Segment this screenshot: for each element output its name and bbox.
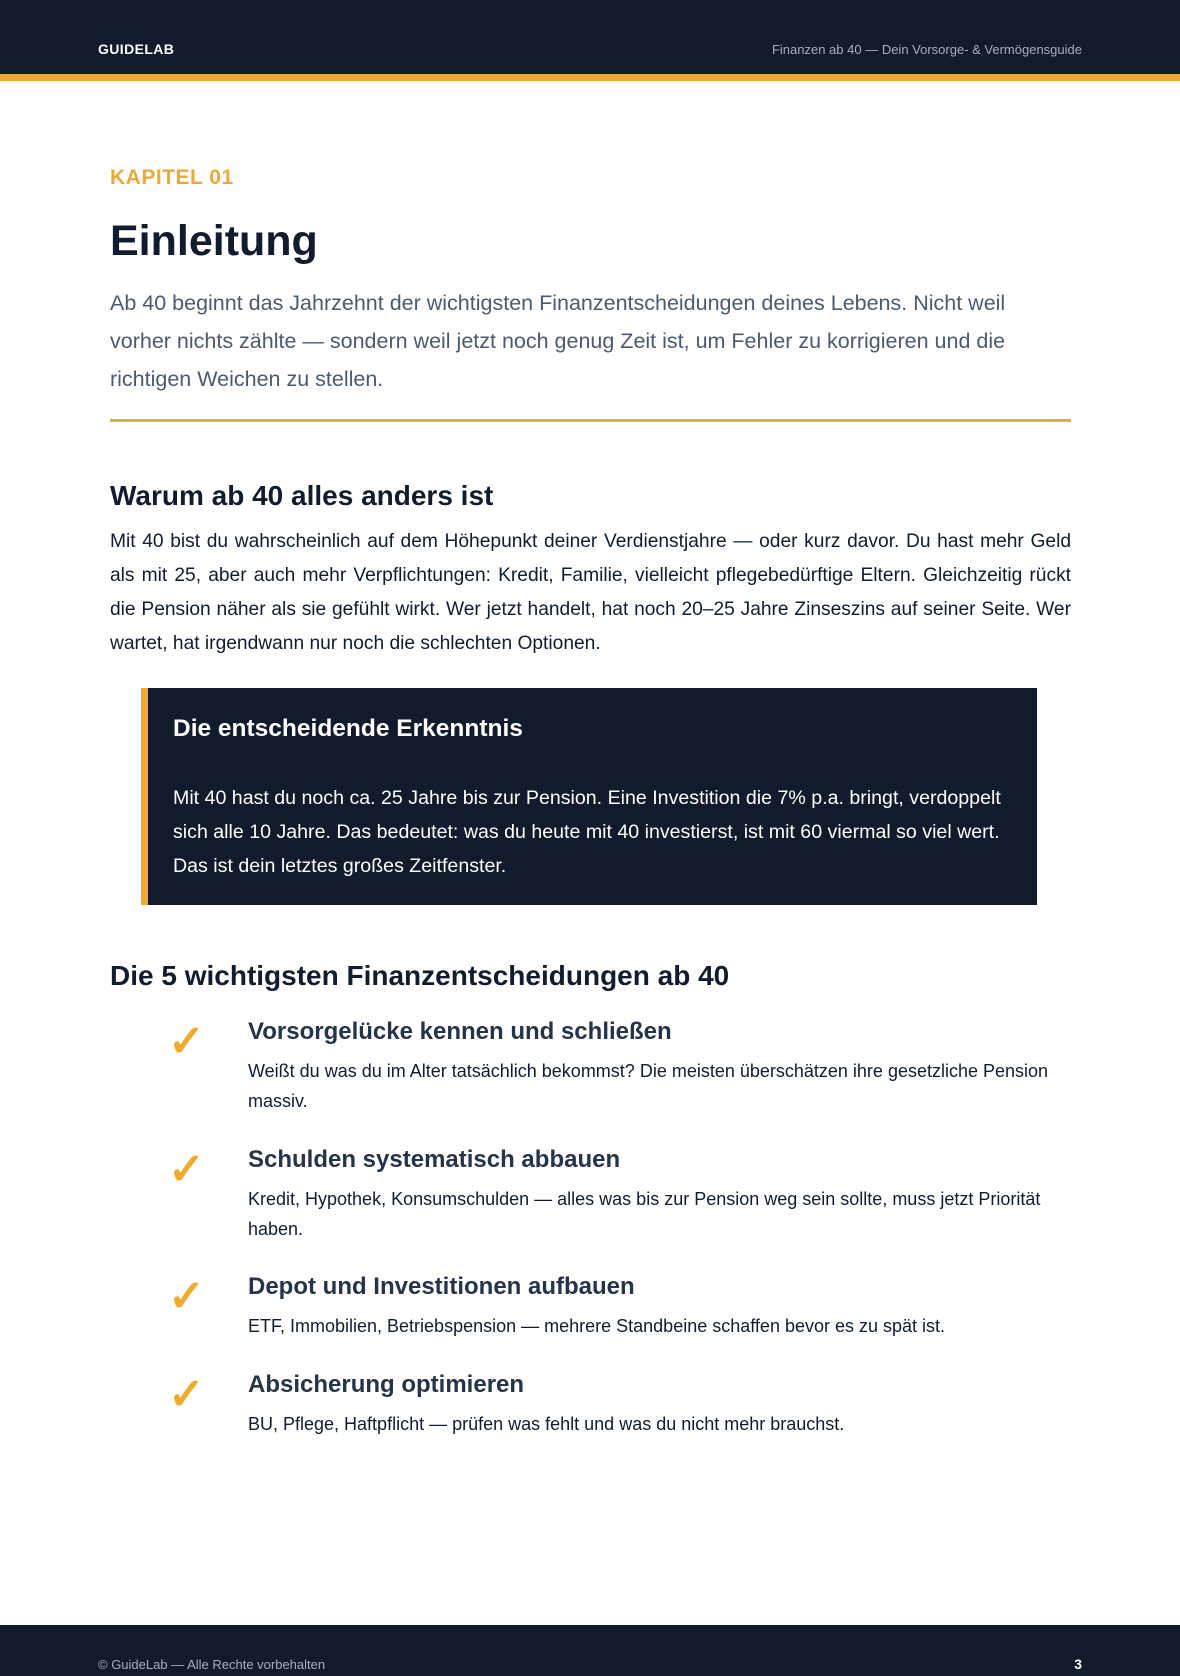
section-heading-decisions: Die 5 wichtigsten Finanzentscheidungen ab 40: [110, 960, 730, 991]
page-footer: [0, 1625, 1180, 1676]
page-title: Einleitung: [110, 217, 318, 265]
list-item: [168, 1270, 1068, 1368]
decision-checklist: [168, 1015, 1068, 1458]
checkmark-icon: ✓: [168, 1145, 205, 1194]
list-item-title: Vorsorgelücke kennen und schließen: [248, 1018, 672, 1045]
brand-logo-text: GUIDELAB: [98, 41, 175, 57]
list-item: [168, 1015, 1068, 1143]
list-item-title: Depot und Investitionen aufbauen: [248, 1273, 635, 1300]
list-item-text: Weißt du was du im Alter tatsächlich bekommst? Die meisten überschätzen ihre gesetzliche Pension massiv.: [248, 1061, 1049, 1111]
section-divider: [110, 419, 1071, 422]
section-body-text: Mit 40 bist du wahrscheinlich auf dem Höhepunkt deiner Verdienstjahre — oder kurz davor. Du hast mehr Geld als mit 25, aber auch mehr Verpflichtungen: Kredit, Familie, vielleicht pflegebedürftige Eltern. Gleichzeitig rückt die Pension näher als sie gefühlt wirkt. Wer jetzt handelt, hat noch 20–25 Jahre Zinseszins auf seiner Seite. Wer wartet, hat irgendwann nur noch die schlechten Optionen.: [110, 531, 1071, 654]
section-heading-why-40: Warum ab 40 alles anders ist: [110, 480, 494, 511]
checkmark-icon: ✓: [168, 1272, 205, 1321]
list-item-text: Kredit, Hypothek, Konsumschulden — alles was bis zur Pension weg sein sollte, muss jetzt Priorität haben.: [248, 1189, 1041, 1239]
copyright-text: © GuideLab — Alle Rechte vorbehalten: [98, 1657, 326, 1672]
page-number: 3: [1074, 1656, 1082, 1672]
key-insight-callout: [141, 688, 1037, 905]
list-item: [168, 1368, 1068, 1458]
list-item: [168, 1143, 1068, 1270]
chapter-label: KAPITEL 01: [110, 166, 234, 189]
lead-paragraph: Ab 40 beginnt das Jahrzehnt der wichtigsten Finanzentscheidungen deines Lebens. Nicht weil vorher nichts zählte — sondern weil jetzt noch genug Zeit ist, um Fehler zu korrigieren und die richtigen Weichen zu stellen.: [110, 291, 1006, 391]
document-title: Finanzen ab 40 — Dein Vorsorge- & Vermögensguide: [771, 42, 1082, 57]
page-header: [0, 0, 1180, 81]
callout-title: Die entscheidende Erkenntnis: [173, 715, 523, 742]
checkmark-icon: ✓: [168, 1370, 205, 1419]
callout-text: Mit 40 hast du noch ca. 25 Jahre bis zur Pension. Eine Investition die 7% p.a. bringt, verdoppelt sich alle 10 Jahre. Das bedeutet: was du heute mit 40 investierst, ist mit 60 viermal so viel wert. Das ist dein letztes großes Zeitfenster.: [173, 787, 1001, 877]
list-item-text: BU, Pflege, Haftpflicht — prüfen was fehlt und was du nicht mehr brauchst.: [248, 1414, 845, 1434]
list-item-text: ETF, Immobilien, Betriebspension — mehrere Standbeine schaffen bevor es zu spät ist.: [248, 1316, 946, 1336]
list-item-title: Absicherung optimieren: [248, 1371, 525, 1398]
list-item-title: Schulden systematisch abbauen: [248, 1146, 621, 1173]
checkmark-icon: ✓: [168, 1017, 205, 1066]
